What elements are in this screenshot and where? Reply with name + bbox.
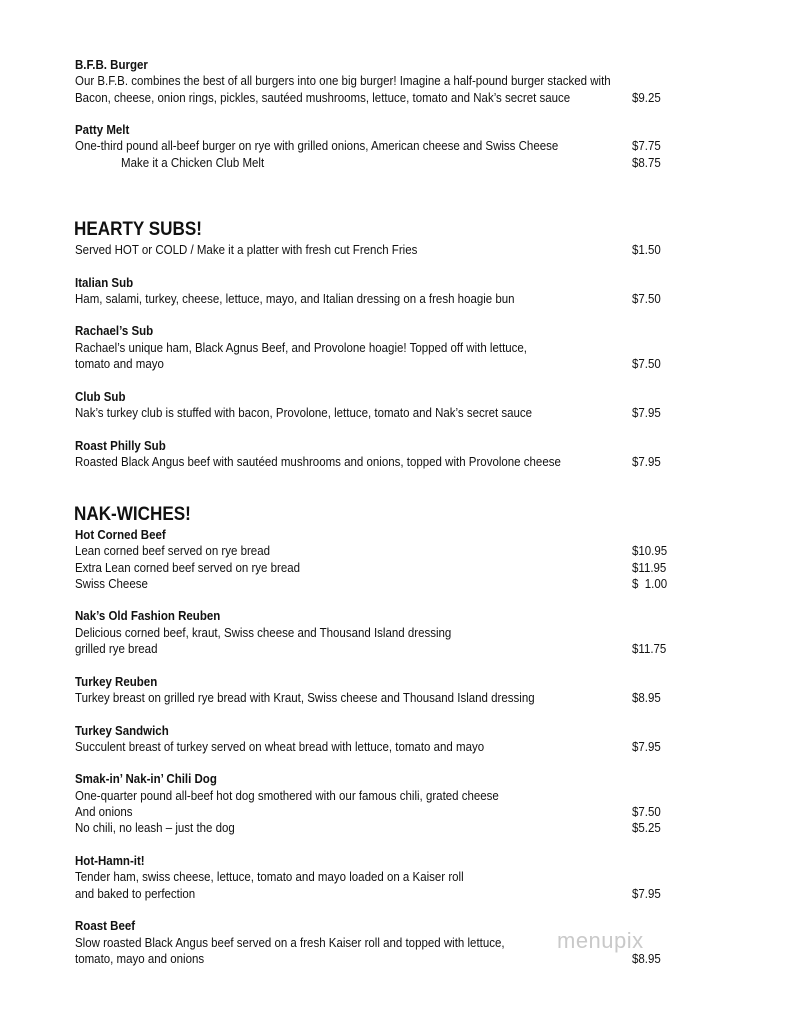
item-desc-chili-dog-2: And onions	[75, 805, 133, 819]
item-desc-corned-beef-extra-lean: Extra Lean corned beef served on rye bread	[75, 561, 301, 575]
section-heading-nak-wiches: NAK-WICHES!	[74, 504, 191, 525]
item-price-bfb-burger: $9.25	[632, 91, 661, 105]
item-name-turkey-sandwich: Turkey Sandwich	[75, 724, 169, 738]
item-price-patty-melt: $7.75	[632, 139, 661, 153]
item-name-patty-melt: Patty Melt	[75, 123, 130, 137]
item-desc-club-sub: Nak’s turkey club is stuffed with bacon, Provolone, lettuce, tomato and Nak’s secret sauce	[75, 406, 533, 420]
item-name-chili-dog: Smak-in’ Nak-in’ Chili Dog	[75, 772, 217, 786]
item-price-turkey-sandwich: $7.95	[632, 740, 661, 754]
item-name-roast-philly-sub: Roast Philly Sub	[75, 439, 166, 453]
item-desc-turkey-sandwich: Succulent breast of turkey served on wheat bread with lettuce, tomato and mayo	[75, 740, 485, 754]
item-price-chicken-club-melt: $8.75	[632, 156, 661, 170]
item-desc-rachaels-sub-2: tomato and mayo	[75, 357, 164, 371]
item-name-hot-corned-beef: Hot Corned Beef	[75, 528, 166, 542]
item-price-corned-beef-lean: $10.95	[632, 544, 668, 558]
item-price-club-sub: $7.95	[632, 406, 661, 420]
item-desc-rachaels-sub-1: Rachael’s unique ham, Black Agnus Beef, and Provolone hoagie! Topped off with lettuce,	[75, 341, 528, 355]
section-heading-hearty-subs: HEARTY SUBS!	[74, 219, 202, 240]
item-desc-roast-philly-sub: Roasted Black Angus beef with sautéed mushrooms and onions, topped with Provolone cheese	[75, 455, 561, 469]
item-price-hot-hamn-it: $7.95	[632, 887, 661, 901]
item-name-italian-sub: Italian Sub	[75, 276, 134, 290]
item-price-rachaels-sub: $7.50	[632, 357, 661, 371]
item-price-reuben: $11.75	[632, 642, 667, 656]
item-desc-hot-hamn-it-1: Tender ham, swiss cheese, lettuce, tomato and mayo loaded on a Kaiser roll	[75, 870, 464, 884]
item-desc-turkey-reuben: Turkey breast on grilled rye bread with Kraut, Swiss cheese and Thousand Island dressing	[75, 691, 535, 705]
item-desc-roast-beef-1: Slow roasted Black Angus beef served on a fresh Kaiser roll and topped with lettuce,	[75, 936, 505, 950]
item-name-bfb-burger: B.F.B. Burger	[75, 58, 148, 72]
item-desc-bfb-burger-1: Our B.F.B. combines the best of all burgers into one big burger! Imagine a half-pound burger stacked with	[75, 74, 611, 88]
subs-intro: Served HOT or COLD / Make it a platter with fresh cut French Fries	[75, 243, 418, 257]
item-desc-swiss-cheese: Swiss Cheese	[75, 577, 148, 591]
item-price-corned-beef-extra-lean: $11.95	[632, 561, 667, 575]
subs-intro-price: $1.50	[632, 243, 661, 257]
item-name-club-sub: Club Sub	[75, 390, 126, 404]
item-desc-roast-beef-2: tomato, mayo and onions	[75, 952, 205, 966]
item-price-chili-dog: $7.50	[632, 805, 661, 819]
item-price-swiss-cheese: $ 1.00	[632, 577, 668, 591]
item-name-roast-beef: Roast Beef	[75, 919, 136, 933]
item-name-hot-hamn-it: Hot-Hamn-it!	[75, 854, 145, 868]
item-desc-italian-sub: Ham, salami, turkey, cheese, lettuce, mayo, and Italian dressing on a fresh hoagie bun	[75, 292, 515, 306]
item-price-italian-sub: $7.50	[632, 292, 661, 306]
item-desc-reuben-1: Delicious corned beef, kraut, Swiss cheese and Thousand Island dressing	[75, 626, 452, 640]
menupix-watermark: menupix	[557, 928, 644, 953]
item-desc-corned-beef-lean: Lean corned beef served on rye bread	[75, 544, 270, 558]
item-price-roast-beef: $8.95	[632, 952, 661, 966]
item-desc-bfb-burger-2: Bacon, cheese, onion rings, pickles, sautéed mushrooms, lettuce, tomato and Nak’s secret sauce	[75, 91, 571, 105]
item-desc-patty-melt: One-third pound all-beef burger on rye with grilled onions, American cheese and Swiss Cheese	[75, 139, 559, 153]
item-name-old-fashion-reuben: Nak’s Old Fashion Reuben	[75, 609, 221, 623]
item-name-turkey-reuben: Turkey Reuben	[75, 675, 158, 689]
item-option-chicken-club-melt: Make it a Chicken Club Melt	[121, 156, 265, 170]
item-name-rachaels-sub: Rachael’s Sub	[75, 324, 154, 338]
item-price-turkey-reuben: $8.95	[632, 691, 661, 705]
item-desc-hot-hamn-it-2: and baked to perfection	[75, 887, 196, 901]
item-price-just-the-dog: $5.25	[632, 821, 661, 835]
item-price-roast-philly-sub: $7.95	[632, 455, 661, 469]
item-desc-chili-dog-1: One-quarter pound all-beef hot dog smothered with our famous chili, grated cheese	[75, 789, 499, 803]
item-desc-just-the-dog: No chili, no leash – just the dog	[75, 821, 235, 835]
item-desc-reuben-2: grilled rye bread	[75, 642, 158, 656]
